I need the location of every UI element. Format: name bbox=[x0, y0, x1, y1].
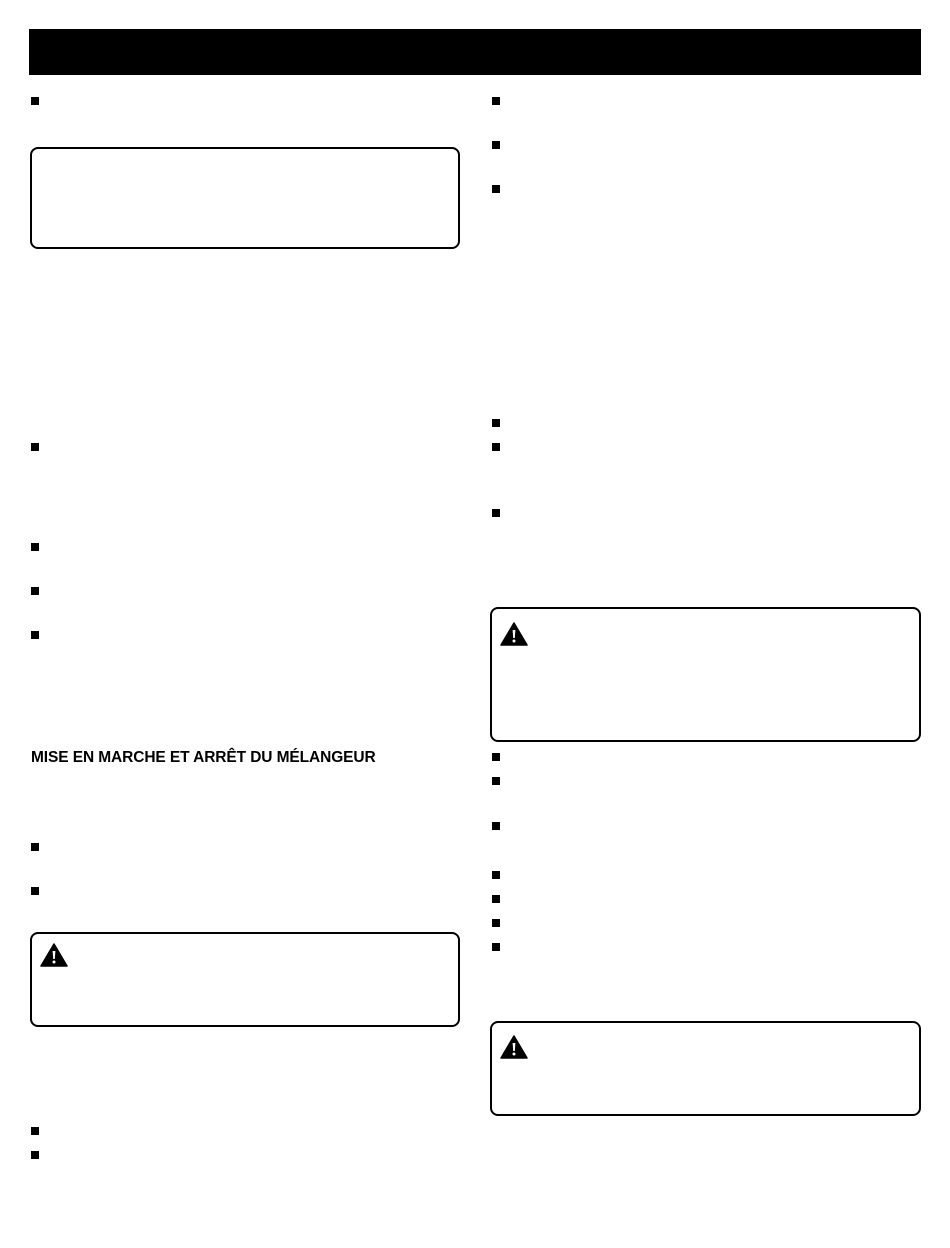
warning-box bbox=[490, 607, 921, 742]
bullet-icon bbox=[492, 895, 500, 903]
bullet-icon bbox=[31, 587, 39, 595]
bullet-icon bbox=[31, 543, 39, 551]
bullet-icon bbox=[31, 631, 39, 639]
bullet-icon bbox=[492, 419, 500, 427]
bullet-icon bbox=[31, 843, 39, 851]
warning-box bbox=[30, 932, 460, 1027]
warning-triangle-icon bbox=[40, 943, 68, 967]
bullet-icon bbox=[31, 1127, 39, 1135]
section-heading: MISE EN MARCHE ET ARRÊT DU MÉLANGEUR bbox=[31, 749, 376, 766]
header-bar bbox=[29, 29, 921, 75]
note-box bbox=[30, 147, 460, 249]
bullet-icon bbox=[31, 97, 39, 105]
bullet-icon bbox=[492, 185, 500, 193]
bullet-icon bbox=[492, 443, 500, 451]
bullet-icon bbox=[492, 919, 500, 927]
bullet-icon bbox=[492, 97, 500, 105]
bullet-icon bbox=[492, 141, 500, 149]
bullet-icon bbox=[31, 443, 39, 451]
warning-box bbox=[490, 1021, 921, 1116]
bullet-icon bbox=[492, 943, 500, 951]
bullet-icon bbox=[492, 822, 500, 830]
warning-triangle-icon bbox=[500, 622, 528, 646]
bullet-icon bbox=[31, 1151, 39, 1159]
bullet-icon bbox=[492, 753, 500, 761]
bullet-icon bbox=[492, 871, 500, 879]
bullet-icon bbox=[31, 887, 39, 895]
warning-triangle-icon bbox=[500, 1035, 528, 1059]
bullet-icon bbox=[492, 509, 500, 517]
bullet-icon bbox=[492, 777, 500, 785]
